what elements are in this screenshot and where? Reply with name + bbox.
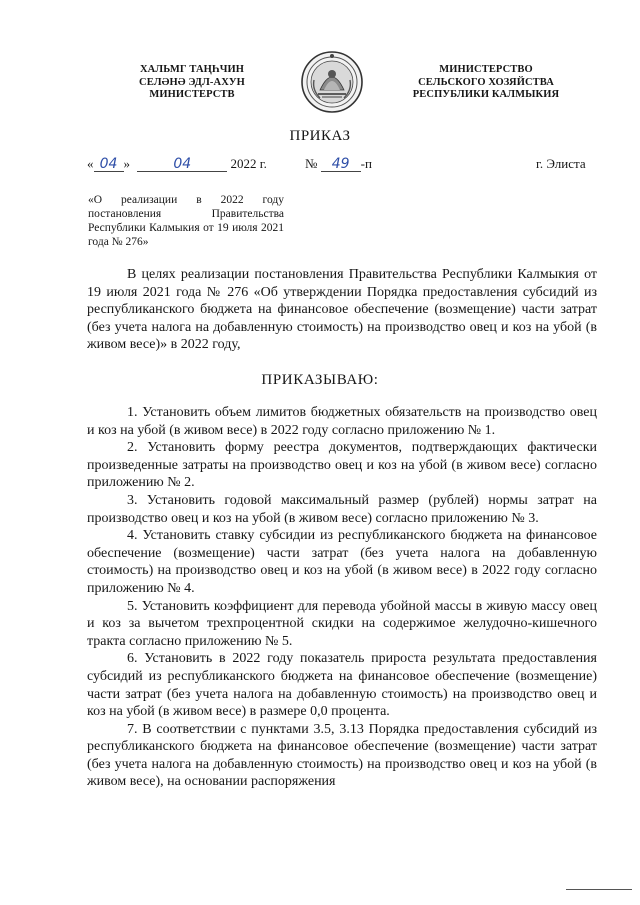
- ministry-header-russian: [406, 64, 566, 102]
- header-line: МИНИСТЕРСТВ: [149, 89, 235, 100]
- header-line: СЕЛЬСКОГО ХОЗЯЙСТВА: [418, 76, 554, 88]
- header-line: МИНИСТЕРСТВО: [439, 64, 533, 75]
- header-line: РЕСПУБЛИКИ КАЛМЫКИЯ: [412, 89, 560, 100]
- coat-of-arms-emblem: [300, 50, 364, 114]
- order-items: [87, 404, 597, 791]
- order-item: 6. Установить в 2022 году показатель прироста результата предоставления субсидий из республиканского бюджета на финансовое обеспечение (возмещение) части затрат (без учета налога на добавленную стоимость) на производство овец и коз на убой (в живом весе) в размере 0,0 процента.: [87, 651, 597, 720]
- number-sign: №: [305, 156, 318, 171]
- order-item: 4. Установить ставку субсидии из республиканского бюджета на финансовое обеспечение (возмещение) части затрат (без учета налога на добавленную стоимость) на производство овец и коз на убой (в живом весе) в 2022 году согласно приложению № 4.: [87, 528, 597, 596]
- preamble-text: В целях реализации постановления Правительства Республики Калмыкия от 19 июля 2021 года № 276 «Об утверждении Порядка предоставления субсидий из республиканского бюджета на финансовое обеспечение (возмещение) части затрат (без учета налога на добавленную стоимость) на производство овец и коз на убой (в живом весе)» в 2022 году,: [87, 267, 597, 353]
- number-suffix: -п: [360, 156, 372, 171]
- order-item: 3. Установить годовой максимальный размер (рублей) нормы затрат на производство овец и коз на убой (в живом весе) согласно приложению № 3.: [87, 492, 597, 526]
- order-heading: ПРИКАЗЫВАЮ:: [261, 372, 379, 388]
- order-item: 2. Установить форму реестра документов, подтверждающих фактически произведенные затраты на производство овец и коз на убой (в живом весе) согласно приложению № 2.: [87, 440, 597, 491]
- order-subject: «О реализации в 2022 году постановления Правительства Республики Калмыкия от 19 июля 2021 года № 276»: [88, 194, 284, 248]
- header-line: ХАЛЬМГ ТАҢҺЧИН: [139, 64, 245, 75]
- preamble: [87, 266, 597, 354]
- order-item: 7. В соответствии с пунктами 3.5, 3.13 Порядка предоставления субсидий из республиканского бюджета на финансовое обеспечение (возмещение) части затрат (без учета налога на добавленную стоимость) на производство овец и коз на убой (в живом весе), на основании распоряжения: [87, 721, 597, 790]
- date-year: 2022 г.: [230, 156, 267, 171]
- document-title: ПРИКАЗ: [289, 128, 351, 144]
- header-line: СЕЛӘНӘ ЭДЛ-АХУН: [139, 76, 245, 88]
- ministry-header-kalmyk: [132, 64, 252, 102]
- number-value: 49: [321, 157, 361, 172]
- order-number: [305, 156, 372, 172]
- date-day: 04: [94, 157, 124, 172]
- city: г. Элиста: [536, 156, 586, 171]
- page-edge-line: [566, 889, 632, 890]
- order-item: 5. Установить коэффициент для перевода убойной массы в живую массу овец и коз за вычетом трехпроцентной скидки на содержимое желудочно-кишечного тракта согласно приложению № 5.: [87, 598, 597, 649]
- order-item: 1. Установить объем лимитов бюджетных обязательств на производство овец и коз на убой (в живом весе) в 2022 году согласно приложению № 1.: [87, 405, 597, 438]
- order-date: « 04 » 04 2022 г.: [87, 156, 267, 172]
- date-month: 04: [137, 157, 227, 172]
